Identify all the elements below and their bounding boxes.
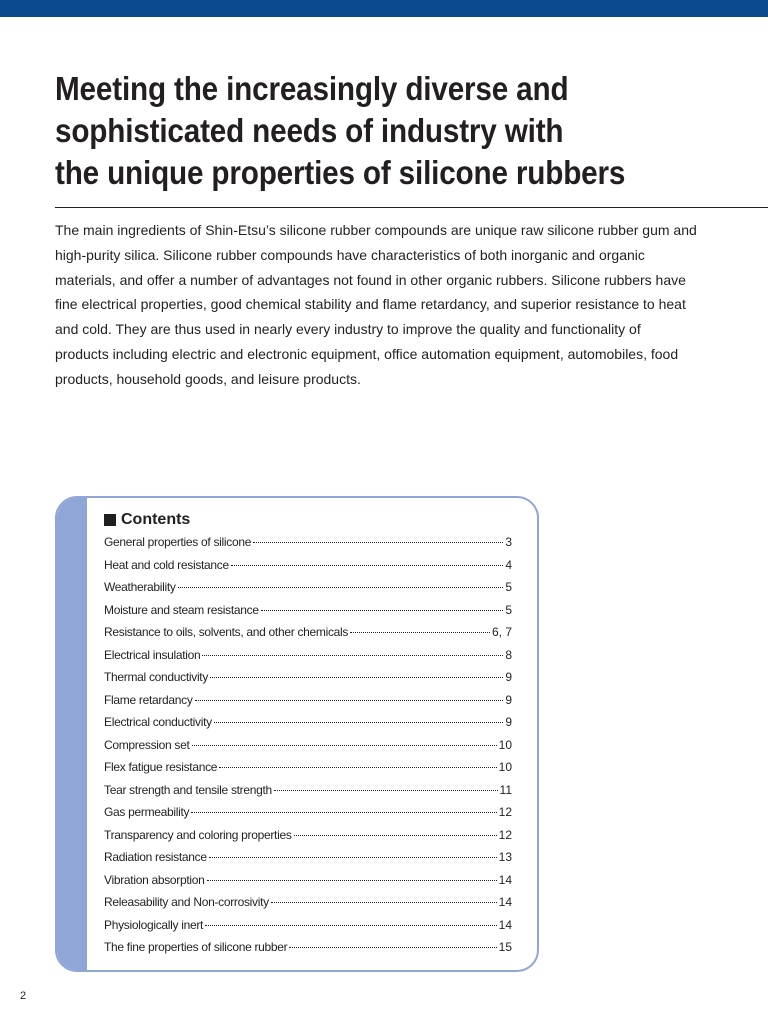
contents-item-label: Electrical conductivity (104, 715, 212, 729)
contents-item[interactable] (104, 693, 512, 716)
contents-item-label: Gas permeability (104, 805, 190, 819)
intro-line: products including electric and electronic equipment, office automation equipment, automobiles, food (55, 345, 679, 362)
contents-item-label: Electrical insulation (104, 647, 201, 662)
dot-leader (205, 925, 497, 926)
intro-line: The main ingredients of Shin-Etsu’s silicone rubber compounds are unique raw silicone rubber gum and (55, 222, 697, 238)
dot-leader (219, 767, 496, 768)
dot-leader (178, 587, 504, 588)
contents-item-page: 11 (499, 782, 512, 797)
contents-item-page: 15 (498, 940, 512, 954)
contents-item-label: Radiation resistance (104, 850, 207, 864)
contents-item-label: Moisture and steam resistance (104, 602, 259, 617)
dot-leader (271, 902, 497, 903)
dot-leader (191, 812, 496, 813)
headline-line: sophisticated needs of industry with (55, 112, 564, 149)
contents-item[interactable] (104, 670, 512, 693)
intro-line: materials, and offer a number of advantages not found in other organic rubbers. Silicone rubbers have (55, 271, 686, 288)
contents-item-page: 8 (505, 647, 512, 662)
contents-item[interactable] (104, 625, 512, 648)
contents-item-label: Flex fatigue resistance (104, 760, 218, 774)
dot-leader (274, 790, 498, 791)
contents-item[interactable] (104, 535, 512, 558)
dot-leader (209, 857, 497, 858)
headline-divider (55, 207, 768, 208)
dot-leader (192, 745, 497, 746)
contents-item-page: 9 (505, 692, 512, 707)
headline-line: Meeting the increasingly diverse and (55, 70, 569, 107)
contents-item-page: 12 (498, 805, 512, 819)
contents-item-label: The fine properties of silicone rubber (104, 940, 288, 954)
contents-item-page: 9 (505, 715, 512, 729)
intro-paragraph (55, 218, 715, 392)
dot-leader (294, 835, 497, 836)
contents-item-page: 4 (505, 557, 512, 572)
intro-line: products, household goods, and leisure products. (55, 370, 361, 387)
page-number: 2 (20, 990, 27, 1002)
intro-line: and cold. They are thus used in nearly every industry to improve the quality and functionality of (55, 321, 641, 338)
contents-item-page: 3 (505, 535, 512, 549)
contents-item-label: Resistance to oils, solvents, and other chemicals (104, 625, 349, 639)
contents-item-page: 13 (498, 850, 512, 864)
contents-item[interactable] (104, 873, 512, 896)
contents-item-page: 6, 7 (491, 625, 512, 639)
contents-item-label: General properties of silicone (104, 535, 252, 549)
contents-item[interactable] (104, 828, 512, 851)
contents-item[interactable] (104, 760, 512, 783)
contents-item[interactable] (104, 850, 512, 873)
contents-item-page: 14 (498, 895, 512, 909)
intro-line: fine electrical properties, good chemical stability and flame retardancy, and superior resistance to heat (55, 296, 686, 313)
top-color-bar (0, 0, 768, 17)
contents-item[interactable] (104, 940, 512, 963)
page-headline (55, 68, 676, 194)
dot-leader (350, 632, 490, 633)
dot-leader (202, 655, 503, 656)
contents-item[interactable] (104, 805, 512, 828)
contents-item[interactable] (104, 648, 512, 671)
contents-list (104, 535, 512, 963)
dot-leader (207, 880, 497, 881)
contents-item-page: 10 (498, 760, 512, 774)
dot-leader (261, 610, 504, 611)
contents-item-label: Thermal conductivity (104, 670, 209, 684)
black-square-icon (104, 514, 116, 526)
contents-item[interactable] (104, 895, 512, 918)
contents-box (55, 496, 539, 972)
contents-item[interactable] (104, 580, 512, 603)
contents-item-page: 14 (498, 917, 512, 932)
dot-leader (253, 542, 503, 543)
contents-item[interactable] (104, 715, 512, 738)
dot-leader (214, 722, 504, 723)
contents-item-label: Heat and cold resistance (104, 557, 229, 572)
dot-leader (210, 677, 503, 678)
contents-item-page: 5 (505, 580, 512, 594)
contents-item-label: Tear strength and tensile strength (104, 782, 272, 797)
contents-item-label: Weatherability (104, 580, 176, 594)
contents-item[interactable] (104, 738, 512, 761)
dot-leader (289, 947, 496, 948)
dot-leader (231, 565, 503, 566)
contents-item-page: 9 (505, 670, 512, 684)
intro-line: high-purity silica. Silicone rubber compounds have characteristics of both inorganic and organic (55, 246, 645, 263)
contents-accent-strip (57, 498, 87, 970)
contents-item-label: Releasability and Non-corrosivity (104, 895, 269, 909)
contents-item-label: Transparency and coloring properties (104, 827, 292, 842)
contents-item-page: 12 (498, 827, 512, 842)
dot-leader (195, 700, 504, 701)
contents-item-page: 14 (498, 872, 512, 887)
contents-item-page: 10 (498, 737, 512, 752)
contents-item[interactable] (104, 918, 512, 941)
contents-item[interactable] (104, 783, 512, 806)
contents-item[interactable] (104, 603, 512, 626)
contents-item-page: 5 (505, 602, 512, 617)
headline-line: the unique properties of silicone rubbers (55, 154, 626, 191)
contents-item-label: Compression set (104, 737, 190, 752)
contents-item-label: Physiologically inert (104, 917, 204, 932)
contents-heading (104, 510, 190, 530)
contents-title: Contents (121, 511, 191, 528)
contents-item[interactable] (104, 558, 512, 581)
contents-item-label: Flame retardancy (104, 692, 193, 707)
contents-item-label: Vibration absorption (104, 872, 205, 887)
